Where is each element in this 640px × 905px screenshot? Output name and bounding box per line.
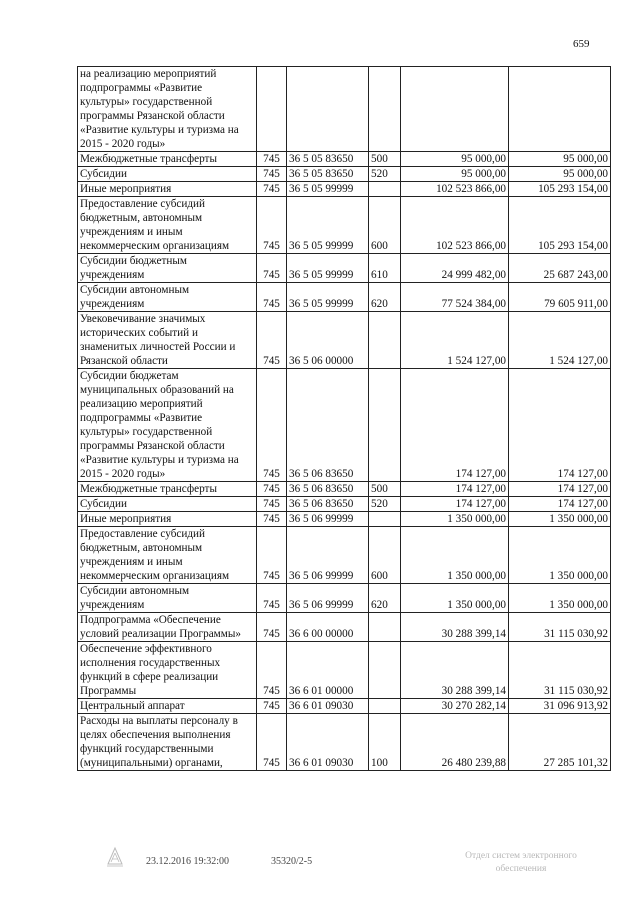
row-admin-code: 745 (257, 642, 287, 699)
row-expense-type: 600 (369, 527, 401, 584)
row-amount-2017 (401, 67, 509, 152)
row-name: Предоставление субсидий бюджетным, автономным учреждениям и иным некоммерческим организациям (78, 527, 257, 584)
row-target-code: 36 5 05 99999 (287, 254, 369, 283)
row-amount-2018: 25 687 243,00 (509, 254, 611, 283)
row-admin-code: 745 (257, 182, 287, 197)
row-expense-type: 600 (369, 197, 401, 254)
table-row (78, 699, 611, 714)
row-name: Субсидии бюджетам муниципальных образований на реализацию мероприятий подпрограммы «Развитие культуры» государственной программы Рязанской области «Развитие культуры и туризма на 2015 - 2020 годы» (78, 369, 257, 482)
table-row (78, 613, 611, 642)
row-expense-type (369, 642, 401, 699)
row-expense-type: 500 (369, 152, 401, 167)
row-expense-type: 620 (369, 584, 401, 613)
row-amount-2017: 24 999 482,00 (401, 254, 509, 283)
row-admin-code: 745 (257, 152, 287, 167)
table-row (78, 369, 611, 482)
row-name: Субсидии (78, 497, 257, 512)
table-row (78, 167, 611, 182)
row-admin-code: 745 (257, 584, 287, 613)
row-amount-2018: 1 350 000,00 (509, 527, 611, 584)
row-expense-type: 610 (369, 254, 401, 283)
row-amount-2018: 1 524 127,00 (509, 312, 611, 369)
row-name: Увековечивание значимых исторических событий и знаменитых личностей России и Рязанской области (78, 312, 257, 369)
row-admin-code: 745 (257, 482, 287, 497)
row-amount-2018: 27 285 101,32 (509, 714, 611, 771)
row-amount-2018: 95 000,00 (509, 167, 611, 182)
row-admin-code: 745 (257, 283, 287, 312)
page-number: 659 (573, 38, 590, 50)
row-target-code: 36 5 06 99999 (287, 527, 369, 584)
row-amount-2018: 1 350 000,00 (509, 512, 611, 527)
row-name: Субсидии бюджетным учреждениям (78, 254, 257, 283)
table-row (78, 67, 611, 152)
row-target-code: 36 5 05 99999 (287, 182, 369, 197)
row-expense-type (369, 369, 401, 482)
row-admin-code (257, 67, 287, 152)
row-name: Субсидии автономным учреждениям (78, 584, 257, 613)
row-amount-2017: 174 127,00 (401, 482, 509, 497)
stamp-line-1: Отдел систем электронного (465, 851, 577, 861)
stamp-line-2: обеспечения (495, 864, 547, 874)
row-amount-2017: 30 288 399,14 (401, 613, 509, 642)
table-row (78, 182, 611, 197)
row-expense-type (369, 312, 401, 369)
row-amount-2017: 102 523 866,00 (401, 182, 509, 197)
table-row (78, 254, 611, 283)
row-admin-code: 745 (257, 527, 287, 584)
table-row (78, 714, 611, 771)
row-expense-type (369, 613, 401, 642)
row-expense-type (369, 67, 401, 152)
row-target-code: 36 5 06 99999 (287, 512, 369, 527)
row-amount-2018: 105 293 154,00 (509, 197, 611, 254)
row-amount-2018 (509, 67, 611, 152)
row-admin-code: 745 (257, 167, 287, 182)
table-row (78, 283, 611, 312)
row-name: на реализацию мероприятий подпрограммы «Развитие культуры» государственной программы Рязанской области «Развитие культуры и туризма на 2015 - 2020 годы» (78, 67, 257, 152)
row-admin-code: 745 (257, 497, 287, 512)
row-amount-2017: 1 350 000,00 (401, 527, 509, 584)
row-amount-2017: 95 000,00 (401, 152, 509, 167)
row-amount-2017: 1 350 000,00 (401, 584, 509, 613)
row-expense-type (369, 512, 401, 527)
row-expense-type (369, 182, 401, 197)
row-admin-code: 745 (257, 613, 287, 642)
row-expense-type: 620 (369, 283, 401, 312)
row-target-code: 36 5 05 83650 (287, 152, 369, 167)
row-amount-2018: 1 350 000,00 (509, 584, 611, 613)
row-admin-code: 745 (257, 512, 287, 527)
table-row (78, 482, 611, 497)
table-row (78, 197, 611, 254)
row-target-code: 36 5 06 83650 (287, 369, 369, 482)
row-amount-2018: 174 127,00 (509, 369, 611, 482)
row-name: Субсидии (78, 167, 257, 182)
row-amount-2017: 30 270 282,14 (401, 699, 509, 714)
footer-datetime: 23.12.2016 19:32:00 (146, 856, 230, 867)
table-row (78, 527, 611, 584)
row-target-code: 36 6 01 09030 (287, 714, 369, 771)
row-admin-code: 745 (257, 369, 287, 482)
row-expense-type: 500 (369, 482, 401, 497)
row-target-code: 36 6 00 00000 (287, 613, 369, 642)
row-amount-2017: 95 000,00 (401, 167, 509, 182)
row-amount-2018: 31 096 913,92 (509, 699, 611, 714)
row-name: Расходы на выплаты персоналу в целях обеспечения выполнения функций государственными (муниципальными) органами, (78, 714, 257, 771)
row-target-code: 36 5 06 00000 (287, 312, 369, 369)
row-amount-2018: 105 293 154,00 (509, 182, 611, 197)
row-name: Обеспечение эффективного исполнения государственных функций в сфере реализации Программы (78, 642, 257, 699)
table-row (78, 584, 611, 613)
row-target-code: 36 5 05 99999 (287, 283, 369, 312)
row-amount-2018: 31 115 030,92 (509, 613, 611, 642)
row-name: Иные мероприятия (78, 182, 257, 197)
row-amount-2017: 26 480 239,88 (401, 714, 509, 771)
row-admin-code: 745 (257, 699, 287, 714)
row-expense-type (369, 699, 401, 714)
row-name: Межбюджетные трансферты (78, 482, 257, 497)
row-name: Иные мероприятия (78, 512, 257, 527)
row-expense-type: 520 (369, 497, 401, 512)
row-name: Подпрограмма «Обеспечение условий реализации Программы» (78, 613, 257, 642)
row-admin-code: 745 (257, 197, 287, 254)
row-amount-2017: 1 524 127,00 (401, 312, 509, 369)
row-target-code: 36 5 06 83650 (287, 482, 369, 497)
row-target-code: 36 5 05 83650 (287, 167, 369, 182)
footer-doc-id: 35320/2-5 (271, 856, 313, 867)
row-amount-2017: 174 127,00 (401, 497, 509, 512)
row-target-code: 36 5 06 83650 (287, 497, 369, 512)
row-amount-2017: 1 350 000,00 (401, 512, 509, 527)
row-amount-2018: 174 127,00 (509, 482, 611, 497)
row-name: Предоставление субсидий бюджетным, автономным учреждениям и иным некоммерческим организациям (78, 197, 257, 254)
row-amount-2017: 77 524 384,00 (401, 283, 509, 312)
budget-table (77, 66, 611, 771)
row-amount-2018: 174 127,00 (509, 497, 611, 512)
table-row (78, 497, 611, 512)
row-target-code: 36 6 01 09030 (287, 699, 369, 714)
row-admin-code: 745 (257, 312, 287, 369)
table-row (78, 312, 611, 369)
row-name: Субсидии автономным учреждениям (78, 283, 257, 312)
row-amount-2018: 95 000,00 (509, 152, 611, 167)
electronic-stamp (446, 850, 596, 876)
table-row (78, 152, 611, 167)
row-expense-type: 100 (369, 714, 401, 771)
row-target-code: 36 5 06 99999 (287, 584, 369, 613)
row-admin-code: 745 (257, 714, 287, 771)
row-name: Межбюджетные трансферты (78, 152, 257, 167)
row-name: Центральный аппарат (78, 699, 257, 714)
row-target-code (287, 67, 369, 152)
table-row (78, 512, 611, 527)
row-expense-type: 520 (369, 167, 401, 182)
row-admin-code: 745 (257, 254, 287, 283)
emblem-logo (104, 846, 126, 868)
row-amount-2018: 79 605 911,00 (509, 283, 611, 312)
table-row (78, 642, 611, 699)
row-target-code: 36 5 05 99999 (287, 197, 369, 254)
row-target-code: 36 6 01 00000 (287, 642, 369, 699)
row-amount-2017: 174 127,00 (401, 369, 509, 482)
row-amount-2017: 30 288 399,14 (401, 642, 509, 699)
row-amount-2018: 31 115 030,92 (509, 642, 611, 699)
row-amount-2017: 102 523 866,00 (401, 197, 509, 254)
